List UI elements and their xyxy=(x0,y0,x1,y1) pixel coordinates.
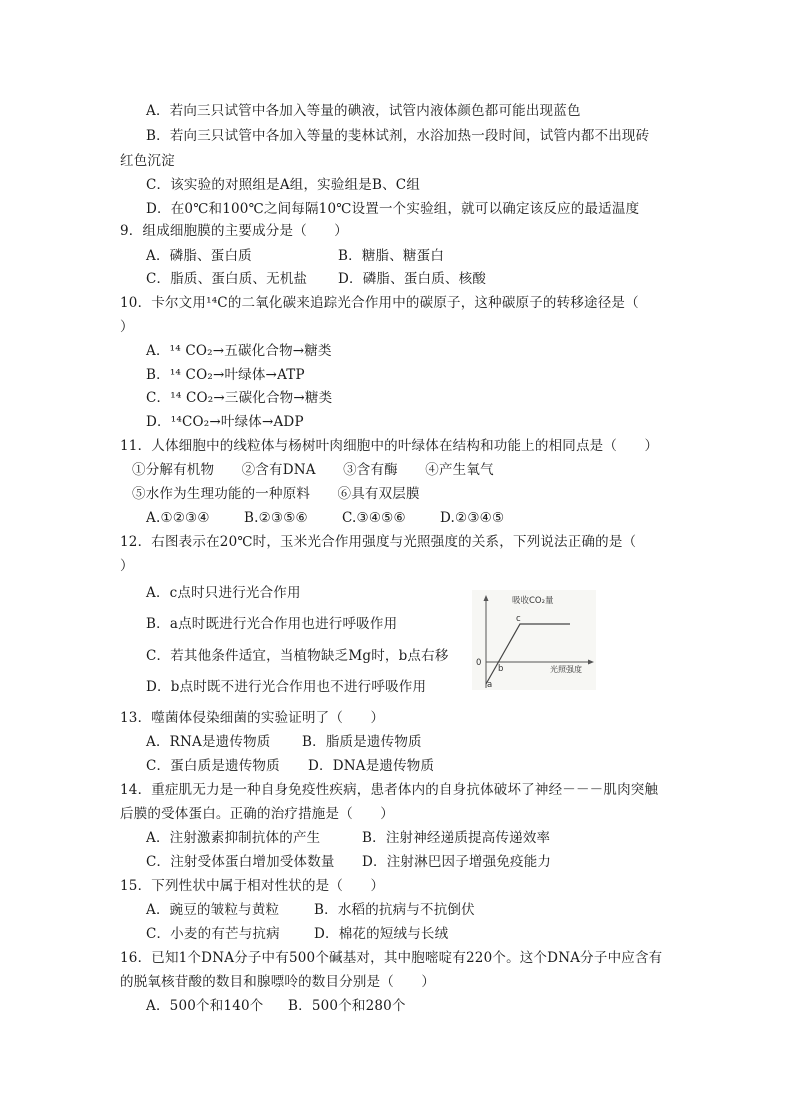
q15-option-b: B．水稻的抗病与不抗倒伏 xyxy=(314,902,475,918)
point-c-label: c xyxy=(516,614,521,624)
q15-option-d: D．棉花的短绒与长绒 xyxy=(314,926,449,942)
q14-option-a: A．注射激素抑制抗体的产生 xyxy=(146,830,321,846)
q11-stem: 11．人体细胞中的线粒体与杨树叶肉细胞中的叶绿体在结构和功能上的相同点是（ ） xyxy=(120,438,659,454)
q8-option-b-cont: 红色沉淀 xyxy=(120,153,175,169)
q16-option-a: A．500个和140个 xyxy=(146,998,264,1014)
q11-items-2: ⑤水作为生理功能的一种原料 ⑥具有双层膜 xyxy=(132,486,420,502)
point-b-label: b xyxy=(498,664,504,674)
q9-option-b: B．糖脂、糖蛋白 xyxy=(338,248,445,264)
q12-figure xyxy=(472,590,596,690)
q15-stem: 15．下列性状中属于相对性状的是（ ） xyxy=(120,878,385,894)
q12-option-d: D．b点时既不进行光合作用也不进行呼吸作用 xyxy=(146,679,427,695)
q13-option-b: B．脂质是遗传物质 xyxy=(302,734,422,750)
q16-stem-cont: 的脱氧核苷酸的数目和腺嘌呤的数目分别是（ ） xyxy=(120,974,436,990)
q8-option-d: D．在0℃和100℃之间每隔10℃设置一个实验组，就可以确定该反应的最适温度 xyxy=(146,201,640,217)
q11-option-b: B.②③⑤⑥ xyxy=(244,510,308,526)
q14-option-c: C．注射受体蛋白增加受体数量 xyxy=(146,854,335,870)
q14-stem: 14．重症肌无力是一种自身免疫性疾病，患者体内的自身抗体破坏了神经－－－肌肉突触 xyxy=(120,782,659,798)
q14-option-b: B．注射神经递质提高传递效率 xyxy=(362,830,551,846)
q11-items-1: ①分解有机物 ②含有DNA ③含有酶 ④产生氧气 xyxy=(132,462,494,478)
q11-option-d: D.②③④⑤ xyxy=(440,510,505,526)
q9-stem: 9．组成细胞膜的主要成分是（ ） xyxy=(120,223,348,239)
q13-option-d: D．DNA是遗传物质 xyxy=(308,758,435,774)
q16-option-b: B．500个和280个 xyxy=(288,998,406,1014)
q10-option-a: A．¹⁴ CO₂→五碳化合物→糖类 xyxy=(146,343,332,359)
y-axis-label: 吸收CO₂量 xyxy=(512,596,554,606)
q12-stem-cont: ） xyxy=(120,558,134,574)
q13-stem: 13．噬菌体侵染细菌的实验证明了（ ） xyxy=(120,710,385,726)
photosynthesis-graph xyxy=(472,590,596,690)
q12-option-c: C．若其他条件适宜，当植物缺乏Mg时，b点右移 xyxy=(146,648,449,664)
q12-stem: 12．右图表示在20℃时，玉米光合作用强度与光照强度的关系，下列说法正确的是（ xyxy=(120,534,637,550)
q11-option-a: A.①②③④ xyxy=(146,510,210,526)
q13-option-a: A．RNA是遗传物质 xyxy=(146,734,271,750)
q12-option-a: A．c点时只进行光合作用 xyxy=(146,585,301,601)
q15-option-c: C．小麦的有芒与抗病 xyxy=(146,926,280,942)
q15-option-a: A．豌豆的皱粒与黄粒 xyxy=(146,902,280,918)
q10-option-b: B．¹⁴ CO₂→叶绿体→ATP xyxy=(146,367,305,383)
q13-option-c: C．蛋白质是遗传物质 xyxy=(146,758,280,774)
q10-option-d: D．¹⁴CO₂→叶绿体→ADP xyxy=(146,414,304,430)
q14-stem-cont: 后膜的受体蛋白。正确的治疗措施是（ ） xyxy=(120,806,394,822)
q10-stem-cont: ） xyxy=(120,319,134,335)
origin-label: 0 xyxy=(476,658,482,668)
q10-option-c: C．¹⁴ CO₂→三碳化合物→糖类 xyxy=(146,390,333,406)
q16-stem: 16．已知1个DNA分子中有500个碱基对，其中胞嘧啶有220个。这个DNA分子中应含有 xyxy=(120,950,663,966)
q14-option-d: D．注射淋巴因子增强免疫能力 xyxy=(362,854,552,870)
x-axis-label: 光照强度 xyxy=(550,665,582,674)
point-a-label: a xyxy=(487,680,493,690)
q8-option-a: A．若向三只试管中各加入等量的碘液，试管内液体颜色都可能出现蓝色 xyxy=(146,103,581,119)
q9-option-d: D．磷脂、蛋白质、核酸 xyxy=(338,271,487,287)
q12-option-b: B．a点时既进行光合作用也进行呼吸作用 xyxy=(146,616,398,632)
q8-option-b: B．若向三只试管中各加入等量的斐林试剂，水浴加热一段时间，试管内都不出现砖 xyxy=(146,128,650,144)
q11-option-c: C.③④⑤⑥ xyxy=(342,510,406,526)
q9-option-c: C．脂质、蛋白质、无机盐 xyxy=(146,271,308,287)
q8-option-c: C．该实验的对照组是A组，实验组是B、C组 xyxy=(146,177,421,193)
q10-stem: 10．卡尔文用¹⁴C的二氧化碳来追踪光合作用中的碳原子，这种碳原子的转移途径是（ xyxy=(120,295,639,311)
q9-option-a: A．磷脂、蛋白质 xyxy=(146,248,252,264)
